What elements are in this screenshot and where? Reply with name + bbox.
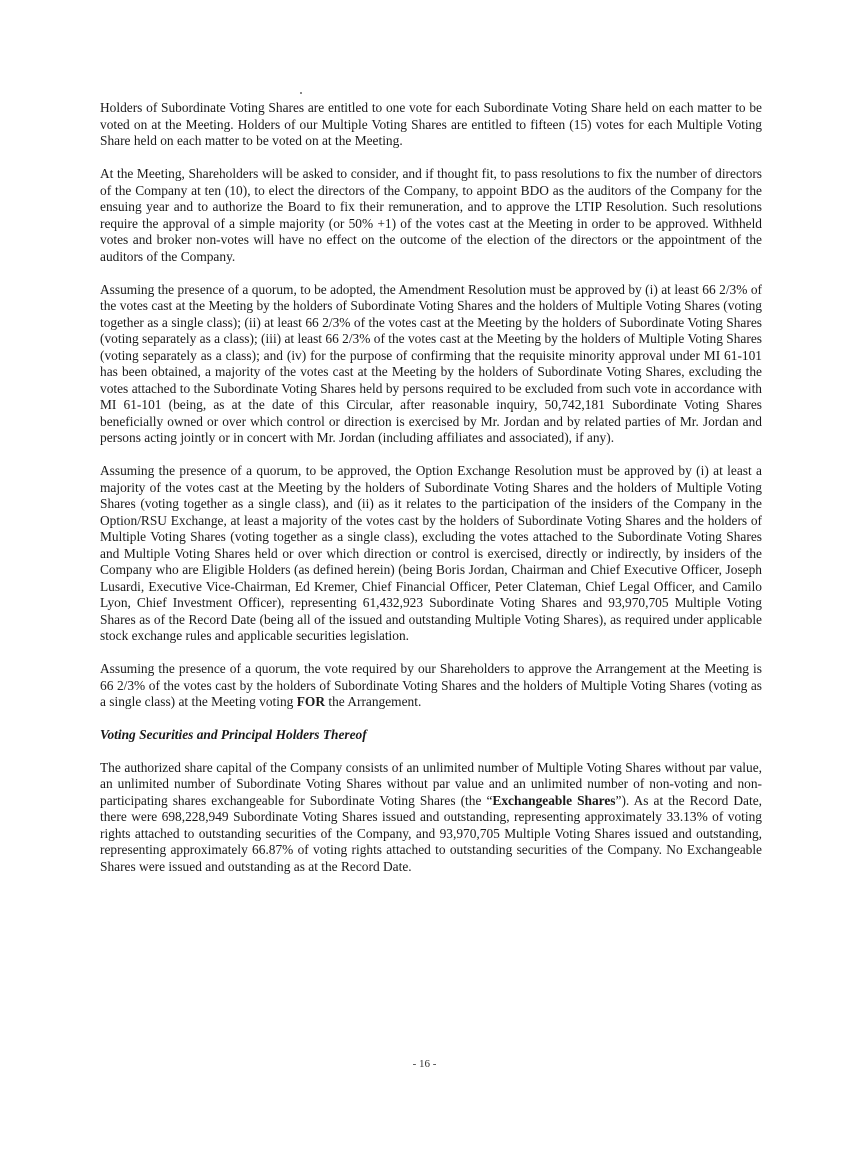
paragraph-option-exchange: Assuming the presence of a quorum, to be approved, the Option Exchange Resolution must be approved by (i) at least a majority of the votes cast at the Meeting by the holders of Subordinate Voting Shares and the holders of Multiple Voting Shares (voting together as a single class), and (ii) as it relates to the participation of the insiders of the Company in the Option/RSU Exchange, at least a majority of the votes cast by the holders of Subordinate Voting Shares and the holders of Multiple Voting Shares (voting together as a single class), excluding the votes attached to the Subordinate Voting Shares and Multiple Voting Shares held or over which direction or control is exercised, directly or indirectly, by insiders of the Company who are Eligible Holders (as defined herein) (being Boris Jordan, Chairman and Chief Executive Officer, Joseph Lusardi, Executive Vice-Chairman, Ed Kremer, Chief Financial Officer, Peter Clateman, Chief Legal Officer, and Camilo Lyon, Chief Investment Officer), representing 61,432,923 Subordinate Voting Shares and 93,970,705 Multiple Voting Shares as of the Record Date (being all of the issued and outstanding Multiple Voting Shares), as required under applicable stock exchange rules and applicable securities legislation. [100,463,762,643]
share-capital-text-after: ”). As at the Record Date, there were 698,228,949 Subordinate Voting Shares issued and outstanding, representing approximately 33.13% of voting rights attached to outstanding securities of the Company, and 93,970,705 Multiple Voting Shares issued and outstanding, representing approximately 66.87% of voting rights attached to outstanding securities of the Company. No Exchangeable Shares were issued and outstanding as at the Record Date. [100,792,762,874]
paragraph-amendment-resolution: Assuming the presence of a quorum, to be adopted, the Amendment Resolution must be approved by (i) at least 66 2/3% of the votes cast at the Meeting by the holders of Subordinate Voting Shares and the holders of Multiple Voting Shares (voting together as a single class); (ii) at least 66 2/3% of the votes cast at the Meeting by the holders of Subordinate Voting Shares (voting separately as a class); (iii) at least 66 2/3% of the votes cast at the Meeting by the holders of Multiple Voting Shares (voting separately as a class); and (iv) for the purpose of confirming that the requisite minority approval under MI 61-101 has been obtained, a majority of the votes cast at the Meeting by the holders of Subordinate Voting Shares, excluding the votes attached to the Subordinate Voting Shares held by persons required to be excluded from such vote in accordance with MI 61-101 (being, as at the date of this Circular, after reasonable inquiry, 50,742,181 Subordinate Voting Shares beneficially owned or over which control or direction is exercised by Mr. Jordan and by related parties of Mr. Jordan and persons acting jointly or in concert with Mr. Jordan (including affiliates and associated), if any). [100,281,762,445]
arrangement-text-before: Assuming the presence of a quorum, the vote required by our Shareholders to approve the Arrangement at the Meeting is 66 2/3% of the votes cast by the holders of Subordinate Voting Shares and the holders of Multiple Voting Shares (voting as a single class) at the Meeting voting [100,661,762,709]
arrangement-for-bold: FOR [296,694,325,709]
section-heading: Voting Securities and Principal Holders Thereof [100,727,367,742]
document-page [100,100,762,892]
paragraph-arrangement-vote [100,661,762,711]
exchangeable-shares-bold: Exchangeable Shares [492,792,616,808]
page-number: - 16 - [412,1058,437,1070]
stray-mark [300,92,302,94]
paragraph-share-capital [100,760,762,876]
paragraph-meeting-resolutions: At the Meeting, Shareholders will be asked to consider, and if thought fit, to pass resolutions to fix the number of directors of the Company at ten (10), to elect the directors of the Company, to appoint BDO as the auditors of the Company for the ensuing year and to authorize the Board to fix their remuneration, and to approve the LTIP Resolution. Such resolutions require the approval of a simple majority (or 50% +1) of the votes cast at the Meeting in order to be approved. Withheld votes and broker non-votes will have no effect on the outcome of the election of the directors or the appointment of the auditors of the Company. [100,166,762,264]
share-capital-text-before: The authorized share capital of the Company consists of an unlimited number of Multiple Voting Shares without par value, an unlimited number of Subordinate Voting Shares without par value and an unlimited number of non-voting and non-participating shares exchangeable for Subordinate Voting Shares (the “ [100,759,762,808]
arrangement-text-after: the Arrangement. [325,694,422,709]
paragraph-voting-entitlement: Holders of Subordinate Voting Shares are entitled to one vote for each Subordinate Voting Share held on each matter to be voted on at the Meeting. Holders of our Multiple Voting Shares are entitled to fifteen (15) votes for each Multiple Voting Share held on each matter to be voted on at the Meeting. [100,100,762,148]
